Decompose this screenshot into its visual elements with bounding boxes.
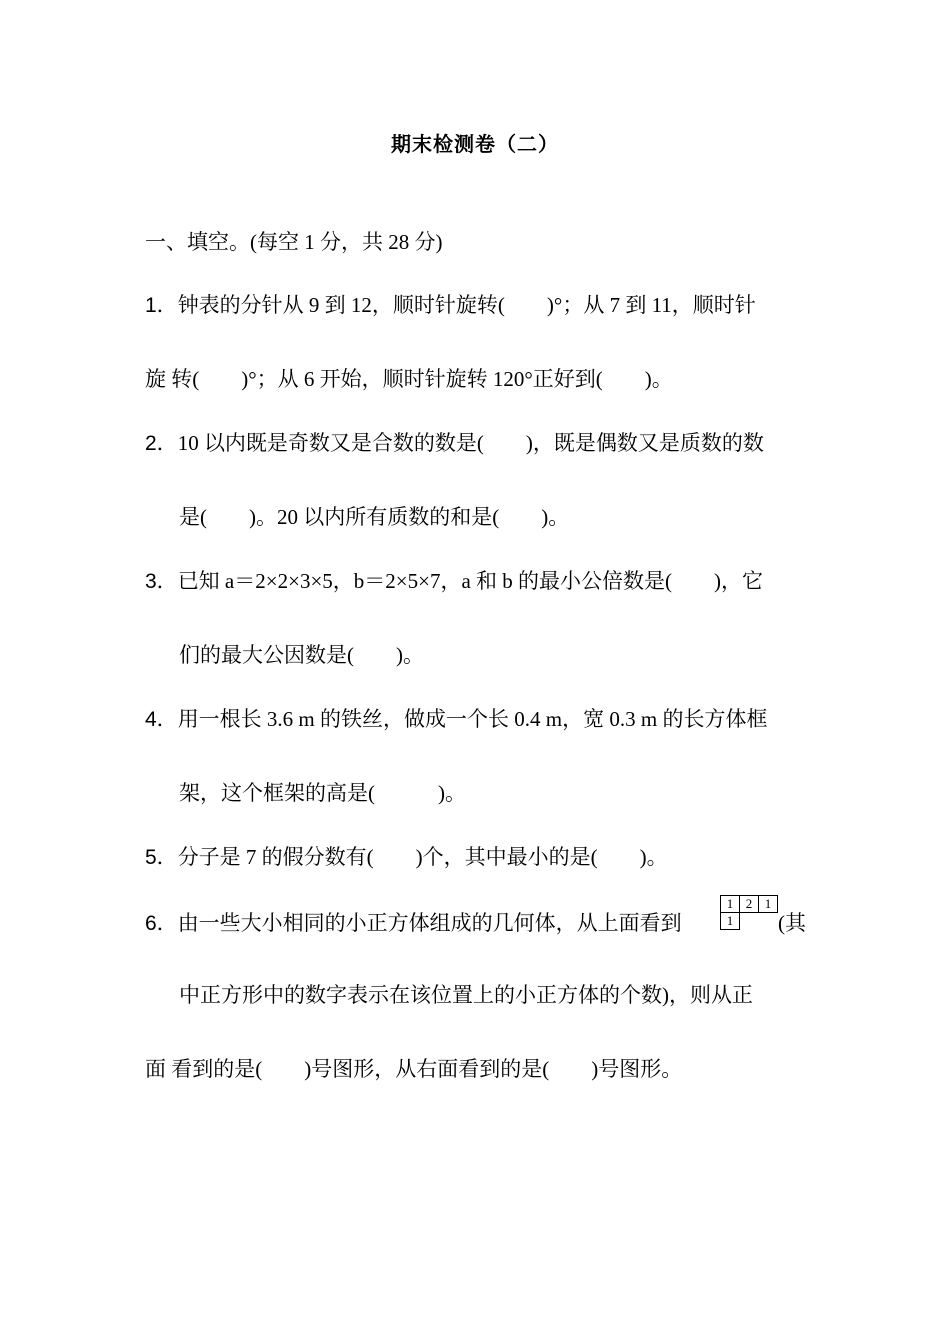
question-2-line-2: 是( )。20 以内所有质数的和是( )。 bbox=[179, 505, 570, 529]
section-heading: 一、填空。(每空 1 分，共 28 分) bbox=[145, 230, 443, 254]
question-text: 钟表的分针从 9 到 12，顺时针旋转( )°；从 7 到 11，顺时针 bbox=[177, 293, 756, 317]
question-4-line-1 bbox=[145, 704, 767, 735]
question-5-line-1 bbox=[145, 842, 668, 873]
question-6-line-1 bbox=[145, 908, 682, 939]
question-6-line-2: 中正方形中的数字表示在该位置上的小正方体的个数)，则从正 bbox=[179, 983, 753, 1007]
question-text: 分子是 7 的假分数有( )个，其中最小的是( )。 bbox=[177, 845, 668, 869]
question-1-line-2: 旋 转( )°；从 6 开始，顺时针旋转 120°正好到( )。 bbox=[145, 367, 673, 391]
question-number: 6． bbox=[145, 912, 178, 935]
question-text: 用一根长 3.6 m 的铁丝，做成一个长 0.4 m，宽 0.3 m 的长方体框 bbox=[177, 707, 768, 731]
question-number: 3． bbox=[145, 570, 178, 593]
question-number: 2． bbox=[145, 432, 178, 455]
grid-cell: 1 bbox=[758, 895, 778, 913]
question-3-line-1 bbox=[145, 566, 763, 597]
question-text: 10 以内既是奇数又是合数的数是( )，既是偶数又是质数的数 bbox=[177, 431, 764, 455]
question-number: 5． bbox=[145, 846, 178, 869]
question-6-line-1-suffix: (其 bbox=[778, 911, 806, 935]
question-4-line-2: 架，这个框架的高是( )。 bbox=[179, 781, 466, 805]
grid-cell: 2 bbox=[739, 895, 759, 913]
question-number: 1． bbox=[145, 294, 178, 317]
question-1-line-1 bbox=[145, 290, 756, 321]
question-number: 4． bbox=[145, 708, 178, 731]
question-6-line-3: 面 看到的是( )号图形，从右面看到的是( )号图形。 bbox=[145, 1057, 683, 1081]
question-text: 已知 a＝2×2×3×5，b＝2×5×7，a 和 b 的最小公倍数是( )，它 bbox=[177, 569, 764, 593]
question-3-line-2: 们的最大公因数是( )。 bbox=[179, 643, 424, 667]
question-2-line-1 bbox=[145, 428, 764, 459]
page-title: 期末检测卷（二） bbox=[391, 134, 559, 156]
grid-cell: 1 bbox=[720, 912, 740, 930]
grid-cell: 1 bbox=[720, 895, 740, 913]
question-text: 由一些大小相同的小正方体组成的几何体，从上面看到 bbox=[177, 911, 682, 935]
top-view-grid bbox=[720, 895, 778, 931]
